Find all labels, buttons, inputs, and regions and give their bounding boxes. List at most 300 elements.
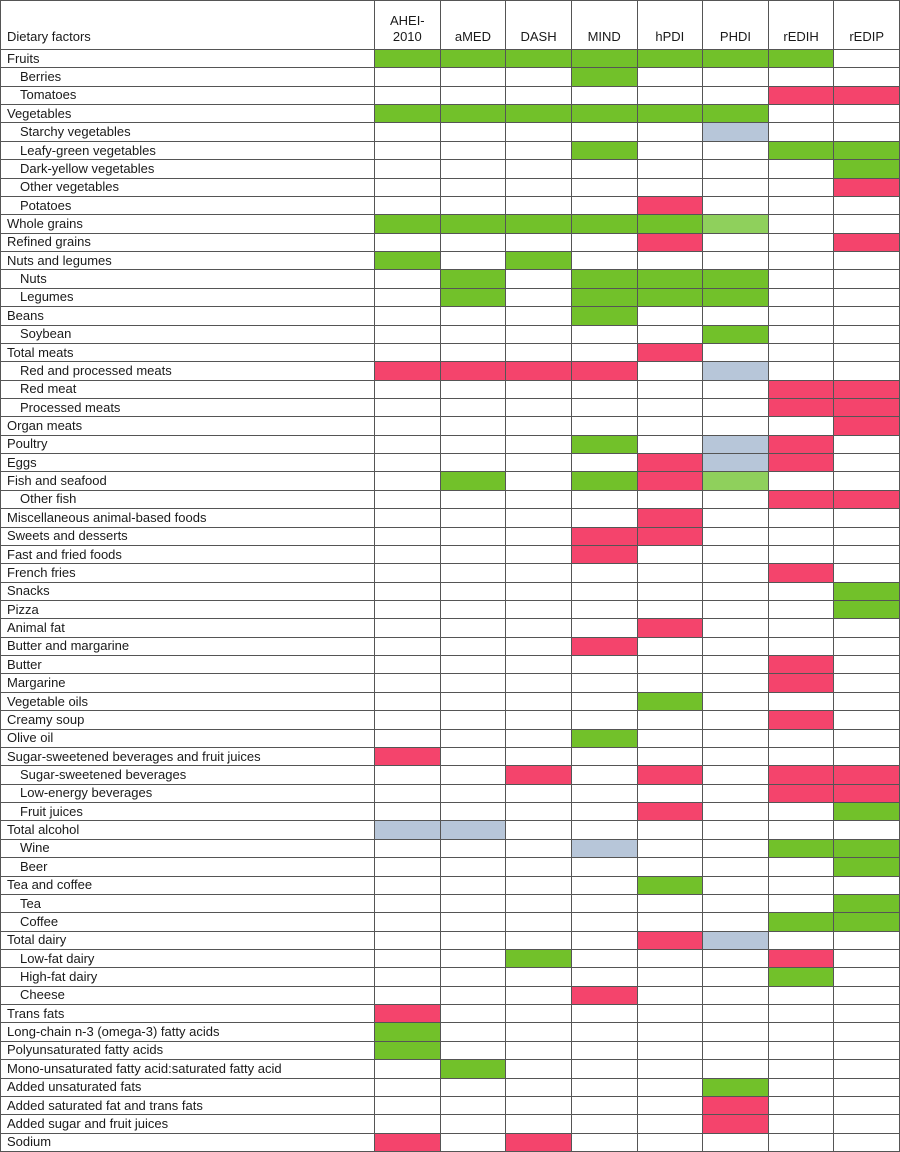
row-label: Poultry: [1, 436, 375, 454]
table-cell: [703, 601, 769, 619]
table-cell: [375, 932, 441, 950]
table-cell: [834, 1060, 900, 1078]
table-cell: [441, 105, 507, 123]
table-cell: [638, 693, 704, 711]
table-cell: [834, 179, 900, 197]
table-cell: [638, 1115, 704, 1133]
table-cell: [572, 619, 638, 637]
table-cell: [703, 803, 769, 821]
table-cell: [834, 326, 900, 344]
table-cell: [441, 656, 507, 674]
table-cell: [703, 252, 769, 270]
row-label: Eggs: [1, 454, 375, 472]
row-label: Fish and seafood: [1, 472, 375, 490]
row-label: Legumes: [1, 289, 375, 307]
header-redih: rEDIH: [769, 1, 835, 50]
table-cell: [441, 1079, 507, 1097]
table-cell: [703, 197, 769, 215]
table-cell: [506, 656, 572, 674]
table-cell: [441, 381, 507, 399]
table-cell: [703, 528, 769, 546]
table-cell: [441, 583, 507, 601]
table-cell: [703, 491, 769, 509]
table-cell: [506, 913, 572, 931]
table-cell: [572, 68, 638, 86]
table-cell: [834, 68, 900, 86]
table-cell: [572, 730, 638, 748]
table-cell: [441, 1060, 507, 1078]
table-cell: [703, 1060, 769, 1078]
table-cell: [703, 160, 769, 178]
table-cell: [441, 895, 507, 913]
table-cell: [506, 234, 572, 252]
table-cell: [834, 123, 900, 141]
row-label: Pizza: [1, 601, 375, 619]
table-cell: [769, 105, 835, 123]
table-cell: [375, 601, 441, 619]
table-cell: [834, 1134, 900, 1152]
table-cell: [506, 1134, 572, 1152]
row-label: Olive oil: [1, 730, 375, 748]
table-cell: [703, 785, 769, 803]
table-cell: [638, 344, 704, 362]
table-cell: [441, 968, 507, 986]
table-cell: [834, 50, 900, 68]
table-cell: [375, 1042, 441, 1060]
table-cell: [572, 344, 638, 362]
table-cell: [703, 270, 769, 288]
table-cell: [638, 638, 704, 656]
row-label: Sugar-sweetened beverages and fruit juices: [1, 748, 375, 766]
table-cell: [506, 179, 572, 197]
table-cell: [638, 656, 704, 674]
table-cell: [638, 362, 704, 380]
table-cell: [703, 472, 769, 490]
row-label: Organ meats: [1, 417, 375, 435]
table-cell: [441, 858, 507, 876]
table-cell: [703, 748, 769, 766]
row-label: Beer: [1, 858, 375, 876]
table-cell: [834, 381, 900, 399]
table-cell: [506, 289, 572, 307]
table-cell: [769, 564, 835, 582]
table-cell: [703, 968, 769, 986]
table-cell: [375, 1005, 441, 1023]
table-cell: [441, 674, 507, 692]
table-cell: [375, 1060, 441, 1078]
table-cell: [834, 803, 900, 821]
table-cell: [769, 87, 835, 105]
row-label: Soybean: [1, 326, 375, 344]
table-cell: [572, 877, 638, 895]
table-cell: [769, 234, 835, 252]
table-cell: [769, 307, 835, 325]
table-cell: [638, 1134, 704, 1152]
table-cell: [834, 601, 900, 619]
table-cell: [572, 638, 638, 656]
table-cell: [834, 197, 900, 215]
row-label: Nuts and legumes: [1, 252, 375, 270]
table-cell: [834, 252, 900, 270]
table-cell: [441, 197, 507, 215]
table-cell: [441, 252, 507, 270]
table-cell: [834, 913, 900, 931]
table-cell: [638, 215, 704, 233]
table-cell: [375, 730, 441, 748]
table-cell: [769, 142, 835, 160]
table-cell: [769, 656, 835, 674]
table-cell: [638, 619, 704, 637]
table-cell: [506, 68, 572, 86]
table-cell: [375, 1079, 441, 1097]
table-cell: [441, 160, 507, 178]
table-cell: [703, 234, 769, 252]
table-cell: [703, 362, 769, 380]
table-cell: [638, 1005, 704, 1023]
table-cell: [703, 987, 769, 1005]
table-cell: [375, 289, 441, 307]
row-label: Berries: [1, 68, 375, 86]
table-cell: [638, 1060, 704, 1078]
table-cell: [769, 1097, 835, 1115]
table-cell: [441, 932, 507, 950]
table-cell: [703, 821, 769, 839]
table-cell: [441, 601, 507, 619]
table-cell: [769, 289, 835, 307]
table-cell: [375, 748, 441, 766]
table-cell: [506, 362, 572, 380]
table-cell: [703, 179, 769, 197]
table-cell: [572, 1005, 638, 1023]
table-cell: [375, 840, 441, 858]
table-cell: [769, 546, 835, 564]
table-cell: [638, 748, 704, 766]
table-cell: [769, 160, 835, 178]
table-cell: [769, 932, 835, 950]
table-cell: [703, 583, 769, 601]
table-cell: [703, 399, 769, 417]
table-cell: [375, 270, 441, 288]
table-cell: [506, 1079, 572, 1097]
row-label: Polyunsaturated fatty acids: [1, 1042, 375, 1060]
table-cell: [572, 950, 638, 968]
table-cell: [769, 1079, 835, 1097]
table-cell: [834, 1042, 900, 1060]
table-cell: [441, 821, 507, 839]
table-cell: [375, 1097, 441, 1115]
table-cell: [375, 491, 441, 509]
table-cell: [506, 270, 572, 288]
table-cell: [506, 693, 572, 711]
table-cell: [834, 1115, 900, 1133]
table-cell: [506, 748, 572, 766]
row-label: Potatoes: [1, 197, 375, 215]
table-cell: [834, 785, 900, 803]
table-cell: [375, 454, 441, 472]
row-label: Beans: [1, 307, 375, 325]
table-cell: [572, 123, 638, 141]
table-cell: [703, 546, 769, 564]
table-cell: [769, 895, 835, 913]
table-cell: [441, 326, 507, 344]
table-cell: [834, 87, 900, 105]
row-label: High-fat dairy: [1, 968, 375, 986]
table-cell: [834, 638, 900, 656]
table-cell: [638, 674, 704, 692]
table-cell: [506, 197, 572, 215]
table-cell: [638, 583, 704, 601]
table-cell: [834, 160, 900, 178]
table-cell: [441, 564, 507, 582]
row-label: Other vegetables: [1, 179, 375, 197]
table-cell: [441, 987, 507, 1005]
table-cell: [834, 362, 900, 380]
table-cell: [506, 785, 572, 803]
table-cell: [769, 730, 835, 748]
table-cell: [834, 564, 900, 582]
table-cell: [834, 932, 900, 950]
table-cell: [441, 730, 507, 748]
table-cell: [441, 1005, 507, 1023]
row-label: Cheese: [1, 987, 375, 1005]
table-cell: [834, 215, 900, 233]
row-label: Low-energy beverages: [1, 785, 375, 803]
table-cell: [703, 674, 769, 692]
table-cell: [834, 234, 900, 252]
row-label: Red meat: [1, 381, 375, 399]
table-cell: [638, 1097, 704, 1115]
table-cell: [375, 252, 441, 270]
table-cell: [638, 546, 704, 564]
table-cell: [638, 950, 704, 968]
table-cell: [375, 766, 441, 784]
table-cell: [506, 528, 572, 546]
table-cell: [441, 840, 507, 858]
table-cell: [375, 179, 441, 197]
table-cell: [769, 785, 835, 803]
table-cell: [441, 123, 507, 141]
table-cell: [506, 730, 572, 748]
table-cell: [441, 179, 507, 197]
table-cell: [375, 821, 441, 839]
table-cell: [638, 436, 704, 454]
table-cell: [441, 270, 507, 288]
table-cell: [769, 1134, 835, 1152]
table-cell: [769, 1042, 835, 1060]
row-label: Vegetables: [1, 105, 375, 123]
table-cell: [769, 638, 835, 656]
table-cell: [572, 87, 638, 105]
table-cell: [572, 417, 638, 435]
table-cell: [834, 472, 900, 490]
table-cell: [703, 1042, 769, 1060]
table-cell: [834, 454, 900, 472]
table-cell: [506, 803, 572, 821]
table-cell: [703, 417, 769, 435]
table-cell: [375, 399, 441, 417]
table-cell: [572, 1023, 638, 1041]
table-cell: [572, 913, 638, 931]
table-cell: [769, 68, 835, 86]
table-cell: [769, 215, 835, 233]
table-cell: [506, 105, 572, 123]
table-cell: [375, 344, 441, 362]
table-cell: [703, 68, 769, 86]
table-cell: [638, 987, 704, 1005]
table-cell: [769, 491, 835, 509]
table-cell: [572, 179, 638, 197]
table-cell: [834, 399, 900, 417]
table-cell: [703, 1097, 769, 1115]
row-label: Long-chain n-3 (omega-3) fatty acids: [1, 1023, 375, 1041]
table-cell: [572, 399, 638, 417]
table-cell: [572, 105, 638, 123]
table-cell: [703, 564, 769, 582]
row-label: Added unsaturated fats: [1, 1079, 375, 1097]
table-cell: [769, 583, 835, 601]
table-cell: [703, 1079, 769, 1097]
table-cell: [834, 674, 900, 692]
table-cell: [703, 50, 769, 68]
row-label: Dark-yellow vegetables: [1, 160, 375, 178]
row-label: French fries: [1, 564, 375, 582]
table-cell: [769, 693, 835, 711]
table-cell: [441, 619, 507, 637]
table-cell: [769, 50, 835, 68]
table-cell: [572, 1079, 638, 1097]
table-cell: [638, 50, 704, 68]
row-label: Butter: [1, 656, 375, 674]
table-cell: [769, 1060, 835, 1078]
table-cell: [638, 968, 704, 986]
table-cell: [506, 307, 572, 325]
row-label: Leafy-green vegetables: [1, 142, 375, 160]
table-cell: [441, 638, 507, 656]
table-cell: [572, 142, 638, 160]
row-label: Sodium: [1, 1134, 375, 1152]
table-cell: [375, 619, 441, 637]
table-cell: [769, 344, 835, 362]
table-cell: [703, 895, 769, 913]
table-cell: [769, 454, 835, 472]
table-cell: [375, 913, 441, 931]
table-cell: [572, 895, 638, 913]
table-cell: [638, 932, 704, 950]
table-cell: [506, 1060, 572, 1078]
table-cell: [375, 142, 441, 160]
table-cell: [703, 711, 769, 729]
table-cell: [441, 234, 507, 252]
table-cell: [506, 252, 572, 270]
table-cell: [375, 528, 441, 546]
table-cell: [703, 840, 769, 858]
table-cell: [441, 50, 507, 68]
table-cell: [703, 344, 769, 362]
table-cell: [441, 399, 507, 417]
table-cell: [506, 601, 572, 619]
table-cell: [572, 656, 638, 674]
table-cell: [375, 381, 441, 399]
table-cell: [769, 968, 835, 986]
table-cell: [834, 987, 900, 1005]
row-label: Creamy soup: [1, 711, 375, 729]
table-cell: [703, 766, 769, 784]
row-label: Sweets and desserts: [1, 528, 375, 546]
table-cell: [769, 877, 835, 895]
table-cell: [441, 711, 507, 729]
table-cell: [638, 564, 704, 582]
table-cell: [638, 766, 704, 784]
row-label: Starchy vegetables: [1, 123, 375, 141]
table-cell: [375, 968, 441, 986]
table-cell: [638, 913, 704, 931]
row-label: Tea and coffee: [1, 877, 375, 895]
row-label: Total alcohol: [1, 821, 375, 839]
table-cell: [506, 123, 572, 141]
table-cell: [441, 307, 507, 325]
table-cell: [834, 748, 900, 766]
table-cell: [441, 142, 507, 160]
table-cell: [769, 674, 835, 692]
table-cell: [638, 197, 704, 215]
table-cell: [703, 656, 769, 674]
table-cell: [375, 362, 441, 380]
table-cell: [375, 656, 441, 674]
table-cell: [572, 1060, 638, 1078]
table-cell: [572, 528, 638, 546]
table-cell: [834, 344, 900, 362]
table-cell: [703, 326, 769, 344]
table-cell: [769, 748, 835, 766]
table-cell: [506, 509, 572, 527]
table-cell: [375, 68, 441, 86]
table-cell: [638, 1042, 704, 1060]
row-label: Trans fats: [1, 1005, 375, 1023]
table-cell: [441, 491, 507, 509]
table-cell: [572, 270, 638, 288]
table-cell: [638, 142, 704, 160]
table-cell: [375, 105, 441, 123]
table-cell: [375, 472, 441, 490]
table-cell: [572, 1097, 638, 1115]
table-cell: [441, 417, 507, 435]
table-cell: [441, 454, 507, 472]
table-cell: [572, 197, 638, 215]
row-label: Animal fat: [1, 619, 375, 637]
row-label: Added sugar and fruit juices: [1, 1115, 375, 1133]
table-cell: [834, 509, 900, 527]
table-cell: [703, 730, 769, 748]
table-cell: [441, 1042, 507, 1060]
row-label: Tea: [1, 895, 375, 913]
table-cell: [769, 803, 835, 821]
row-label: Nuts: [1, 270, 375, 288]
table-cell: [703, 693, 769, 711]
table-cell: [769, 711, 835, 729]
table-cell: [375, 234, 441, 252]
table-cell: [572, 766, 638, 784]
table-cell: [638, 381, 704, 399]
table-cell: [375, 785, 441, 803]
table-cell: [769, 436, 835, 454]
table-cell: [638, 858, 704, 876]
table-cell: [506, 895, 572, 913]
table-cell: [506, 638, 572, 656]
table-cell: [506, 840, 572, 858]
table-cell: [769, 417, 835, 435]
table-cell: [572, 160, 638, 178]
table-cell: [834, 1005, 900, 1023]
